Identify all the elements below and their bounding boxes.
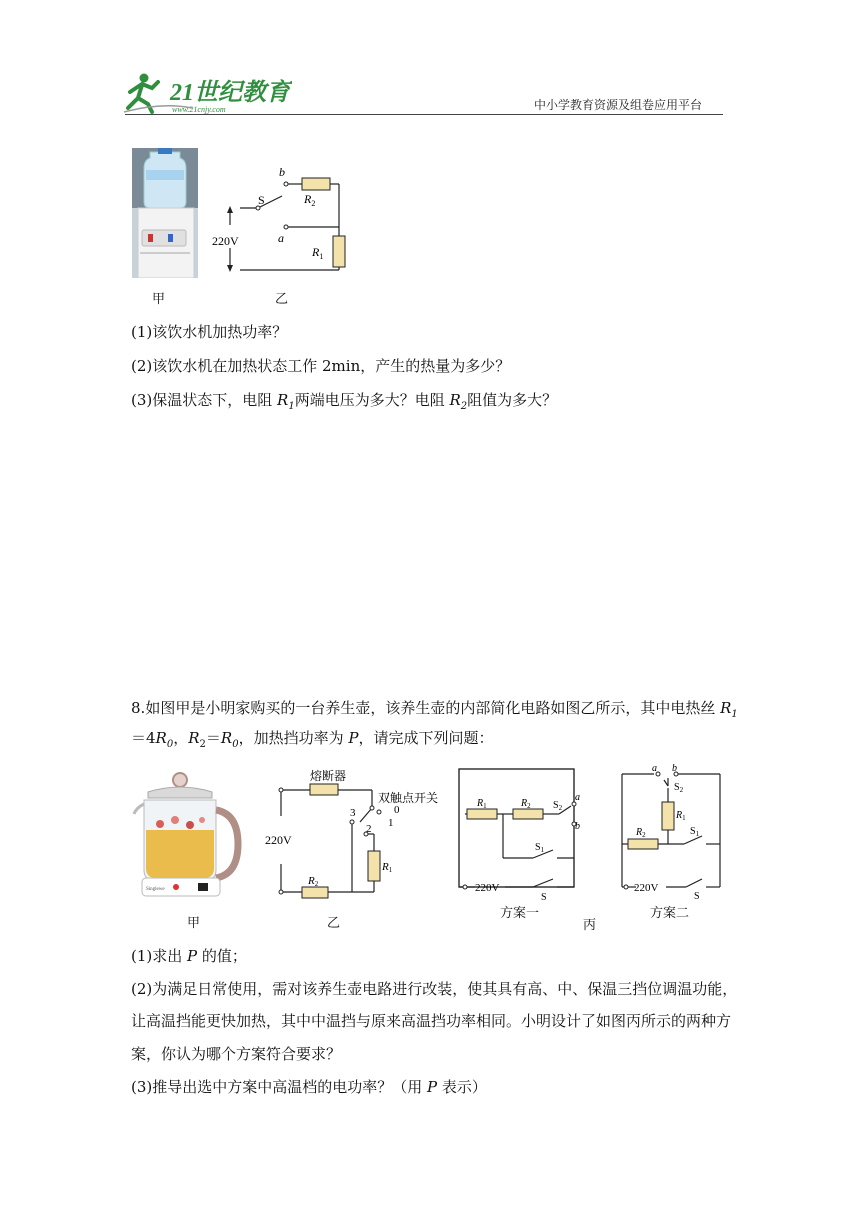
figure-caption-plan-one: 方案一	[500, 906, 540, 921]
circuit-plan-one	[455, 766, 585, 906]
q8-stem-line2: $=4R_0$，$R_2=R_0$，加热挡功率为 P，请完成下列问题：	[131, 729, 494, 750]
resistor-r2-kettle	[302, 887, 328, 898]
q8-part1: (1)求出 P 的值；	[131, 947, 247, 965]
terminal-b-label: b	[279, 165, 285, 179]
svg-text:a: a	[652, 763, 657, 774]
contact-1: 1	[388, 817, 394, 829]
site-logo	[122, 68, 292, 116]
switch-label: 双触点开关	[378, 791, 439, 805]
r2-label-kettle: R2	[308, 875, 319, 888]
fuse	[310, 784, 338, 795]
logo-text: 21世纪教育	[170, 80, 290, 106]
logo-url-text: www.21cnjy.com	[172, 105, 226, 114]
q7-part2: (2)该饮水机在加热状态工作 2min，产生的热量为多少？	[131, 357, 511, 375]
figure-caption-jia-2: 甲	[187, 916, 201, 931]
contact-3: 3	[350, 807, 356, 819]
r1-label: $R_1$	[312, 245, 324, 261]
switch-s-label: S	[258, 193, 265, 207]
resistor-r1	[333, 236, 345, 267]
circuit-diagram-yi	[200, 160, 360, 280]
figure-caption-bing: 丙	[583, 918, 597, 933]
resistor-r1-kettle	[368, 851, 380, 881]
voltage-label: 220V	[212, 234, 239, 248]
r1-label-kettle: R1	[382, 861, 393, 874]
figure-caption-plan-two: 方案二	[650, 906, 690, 921]
q8-part3: (3)推导出选中方案中高温档的电功率？（用 P 表示）	[131, 1078, 487, 1096]
logo-figure-head	[140, 74, 149, 83]
contact-2: 2	[366, 823, 372, 835]
svg-text:S: S	[541, 892, 547, 903]
kettle-photo	[130, 770, 250, 900]
resistor-r2	[302, 178, 330, 190]
circuit-diagram-yi-2	[260, 766, 450, 906]
plan-one-voltage: 220V	[475, 882, 500, 894]
svg-text:R2: $R_2$	[521, 798, 531, 810]
kettle-brand: Singlewe	[146, 887, 165, 892]
svg-text:R2: $R_2$	[636, 827, 646, 839]
terminal-a-label: a	[278, 231, 284, 245]
q8-stem-line1: 8.如图甲是小明家购买的一台养生壶，该养生壶的内部简化电路如图乙所示，其中电热丝 $R_1$	[131, 699, 738, 720]
fuse-label: 熔断器	[310, 769, 347, 783]
svg-text:b: b	[575, 821, 580, 832]
water-dispenser-photo	[132, 148, 198, 278]
q8-part2-line1: (2)为满足日常使用，需对该养生壶电路进行改装，使其具有高、中、保温三挡位调温功能，	[131, 980, 738, 998]
svg-text:S1: $S_1$	[535, 842, 545, 854]
svg-text:S2: $S_2$	[553, 800, 563, 812]
svg-text:S1: $S_1$	[690, 826, 700, 838]
q7-part3: (3)保温状态下，电阻 $R_1$两端电压为多大？电阻 $R_2$阻值为多大？	[131, 391, 558, 412]
header-rule	[125, 114, 723, 115]
contact-0: 0	[394, 804, 400, 816]
voltage-label-2: 220V	[265, 833, 292, 847]
figure-caption-jia: 甲	[152, 292, 166, 307]
q7-part1: (1)该饮水机加热功率？	[131, 323, 288, 341]
svg-text:b: b	[672, 763, 677, 774]
figure-caption-yi: 乙	[275, 292, 289, 307]
svg-text:S: S	[694, 891, 700, 902]
svg-text:R1: $R_1$	[477, 798, 487, 810]
header-tagline: 中小学教育资源及组卷应用平台	[534, 98, 703, 112]
q8-part2-line2: 让高温挡能更快加热，其中中温挡与原来高温挡功率相同。小明设计了如图丙所示的两种方	[131, 1012, 732, 1030]
svg-text:S2: $S_2$	[674, 782, 684, 794]
svg-text:R1: $R_1$	[676, 810, 686, 822]
r2-label: $R_2$	[304, 192, 316, 208]
svg-text:a: a	[575, 792, 580, 803]
q8-part2-line3: 案，你认为哪个方案符合要求？	[131, 1045, 342, 1063]
logo-figure-arms	[130, 82, 158, 92]
circuit-plan-two	[614, 762, 724, 902]
figure-caption-yi-2: 乙	[327, 916, 341, 931]
plan-two-voltage: 220V	[634, 882, 659, 894]
